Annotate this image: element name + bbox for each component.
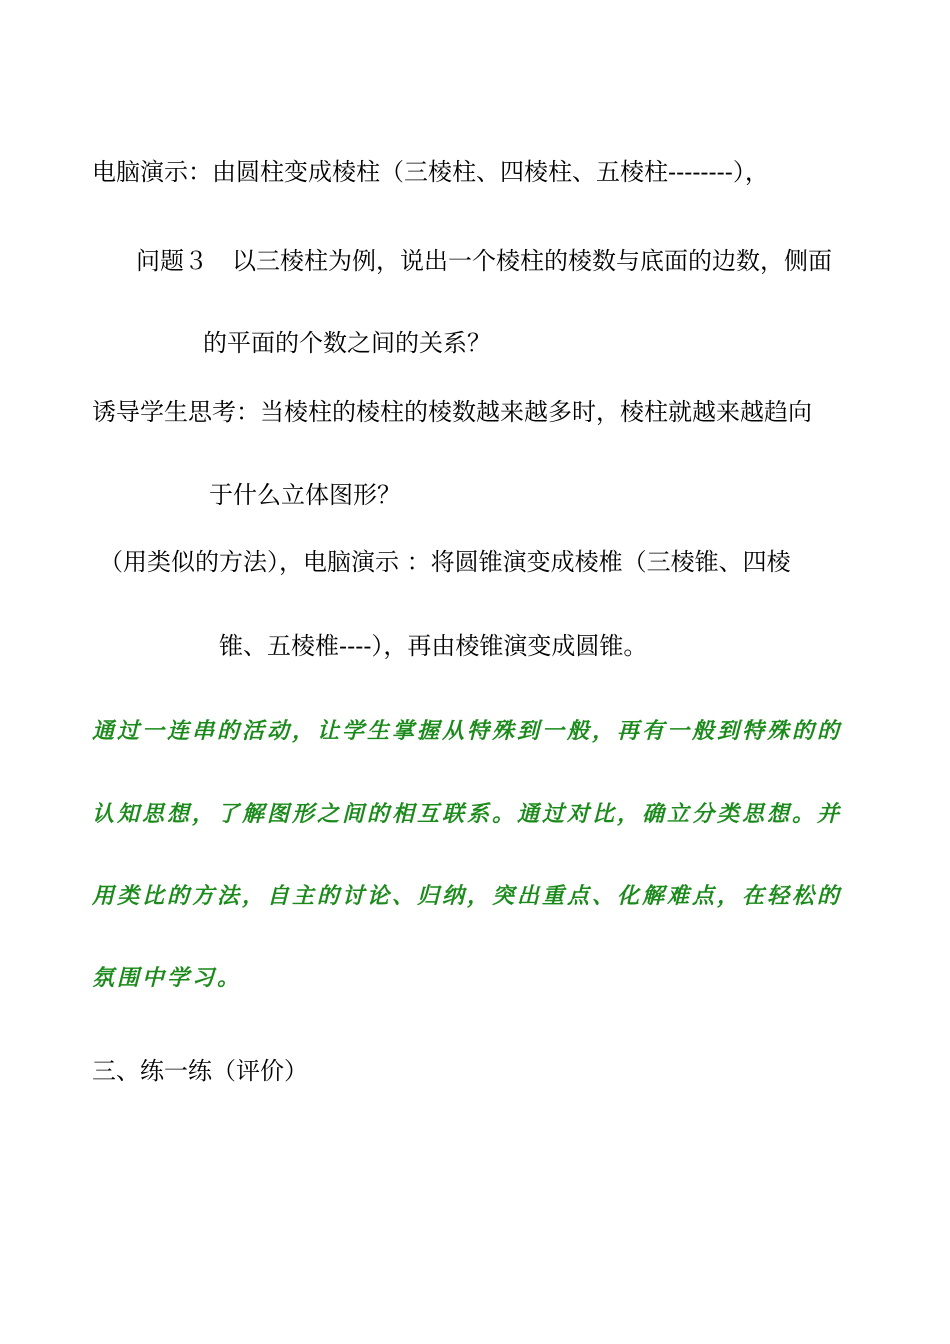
question-3-line-2: 的平面的个数之间的关系？ (203, 329, 491, 357)
design-note-line-3: 用类比的方法，自主的讨论、归纳，突出重点、化解难点，在轻松的 (92, 883, 843, 909)
question-3-line-1: 问题３ 以三棱柱为例，说出一个棱柱的棱数与底面的边数，侧面 (136, 247, 832, 275)
design-note-line-1: 通过一连串的活动，让学生掌握从特殊到一般，再有一般到特殊的的 (92, 718, 843, 744)
section-heading-practice: 三、练一练（评价） (92, 1057, 308, 1085)
design-note-line-4: 氛围中学习。 (92, 965, 243, 991)
demo-cylinder-to-prism: 电脑演示：由圆柱变成棱柱（三棱柱、四棱柱、五棱柱--------）， (92, 158, 769, 186)
design-note-line-2: 认知思想，了解图形之间的相互联系。通过对比，确立分类思想。并 (92, 801, 843, 827)
demo-cone-to-pyramid-line-1: （用类似的方法），电脑演示 ：将圆锥演变成棱椎（三棱锥、四棱 (99, 548, 791, 576)
guide-question-line-2: 于什么立体图形？ (209, 481, 401, 509)
guide-question-line-1: 诱导学生思考：当棱柱的棱柱的棱数越来越多时，棱柱就越来越趋向 (92, 398, 812, 426)
demo-cone-to-pyramid-line-2: 锥、五棱椎----），再由棱锥演变成圆锥。 (219, 632, 648, 660)
